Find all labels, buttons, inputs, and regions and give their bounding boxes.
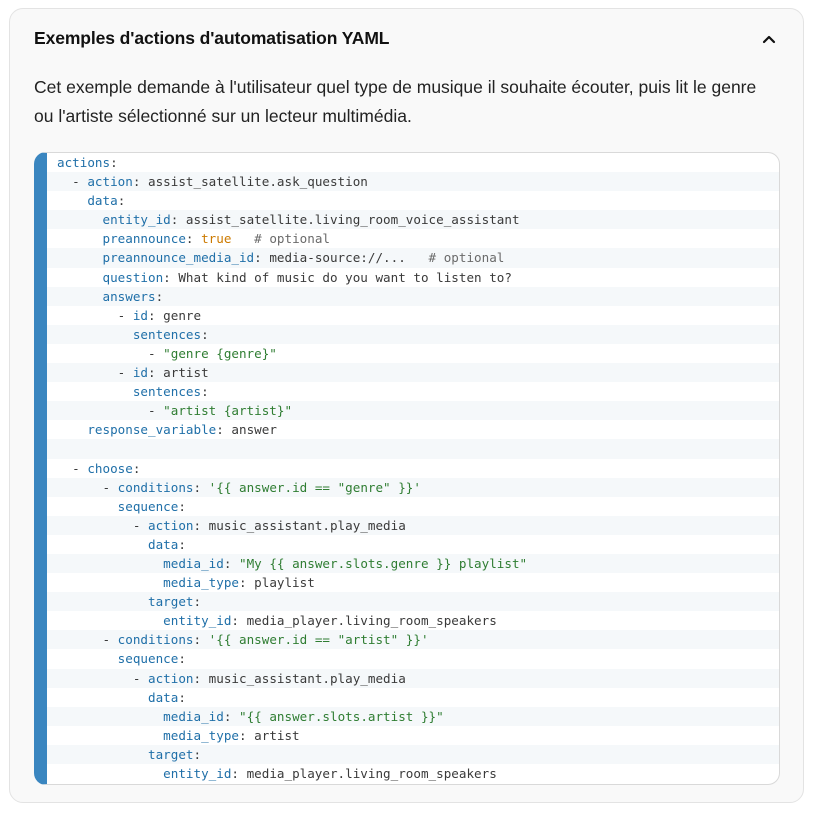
code-token: sequence [117, 651, 179, 667]
code-token [57, 289, 103, 304]
code-token: media_type [163, 575, 239, 591]
code-line [47, 726, 779, 745]
code-token [57, 594, 148, 609]
code-line [47, 287, 779, 306]
code-token [57, 613, 163, 628]
code-token: : [178, 498, 186, 514]
code-token: : [132, 460, 141, 476]
code-token: : [201, 326, 209, 342]
code-token: sequence [117, 498, 179, 514]
code-token: conditions [117, 479, 194, 495]
code-line [47, 707, 779, 726]
code-line [47, 554, 779, 573]
code-token: answers [102, 288, 156, 304]
yaml-examples-card [9, 8, 804, 803]
code-token: preannounce_media_id [102, 250, 255, 266]
code-token: action [148, 517, 194, 533]
chevron-up-icon[interactable] [761, 31, 777, 47]
code-token: - [57, 632, 118, 648]
code-token: : [193, 632, 209, 648]
code-token [57, 270, 103, 285]
code-line [47, 516, 779, 535]
code-token: : [117, 193, 126, 209]
code-token [57, 556, 163, 571]
code-token: sentences [132, 384, 202, 400]
code-line [47, 382, 779, 401]
code-token: : [193, 594, 202, 610]
code-token: - [57, 479, 118, 495]
code-token: : media_player.living_room_speakers [231, 613, 497, 629]
code-token: - [57, 670, 148, 686]
code-token: : [178, 536, 186, 552]
code-token: choose [87, 460, 133, 476]
code-token: : [193, 746, 202, 762]
code-token [57, 212, 103, 227]
code-line [47, 268, 779, 287]
code-token [57, 575, 163, 590]
code-token: action [148, 670, 194, 686]
code-token [57, 709, 163, 724]
code-token: : [223, 555, 239, 571]
section-description: Cet exemple demande à l'utilisateur quel type de musique il souhaite écouter, puis lit le genre ou l'artiste sélectionné sur un lecteur multimédia. [34, 77, 757, 126]
code-line [47, 325, 779, 344]
code-line [47, 344, 779, 363]
code-line [47, 745, 779, 764]
code-token [57, 384, 133, 399]
code-token: # optional [428, 250, 505, 266]
code-line [47, 630, 779, 649]
code-line [47, 172, 779, 191]
code-token [57, 537, 148, 552]
code-line [47, 401, 779, 420]
section-title: Exemples d'actions d'automatisation YAML [34, 28, 390, 48]
code-line [47, 764, 779, 783]
code-token: : assist_satellite.ask_question [132, 174, 368, 190]
code-token: : [193, 479, 209, 495]
code-token: entity_id [163, 766, 232, 781]
code-token: media_id [163, 555, 224, 571]
code-token [57, 441, 65, 456]
code-token: : assist_satellite.living_room_voice_assistant [170, 212, 520, 228]
code-line [47, 306, 779, 325]
code-token: data [148, 689, 179, 705]
code-token: sentences [132, 326, 202, 342]
code-block[interactable] [34, 152, 780, 785]
code-token: : [178, 689, 186, 705]
code-token [57, 747, 148, 762]
code-line [47, 573, 779, 592]
code-token: preannounce [102, 231, 186, 247]
code-token: data [148, 536, 179, 552]
code-token: '{{ answer.id == "artist" }}' [208, 632, 429, 648]
code-line [47, 459, 779, 478]
section-header-toggle[interactable] [10, 9, 803, 71]
code-token: : artist [238, 727, 300, 743]
code-line [47, 439, 779, 458]
code-token [57, 766, 163, 781]
code-line [47, 669, 779, 688]
code-token [57, 327, 133, 342]
code-line [47, 363, 779, 382]
code-token: : [185, 231, 202, 247]
code-token: "genre {genre}" [163, 345, 277, 361]
code-line [47, 420, 779, 439]
code-token: true [201, 231, 232, 247]
code-line [47, 153, 779, 172]
code-token: : media-source://... [254, 250, 429, 266]
code-token: actions [57, 155, 111, 170]
code-token [57, 651, 118, 666]
code-token: response_variable [87, 422, 217, 438]
code-token [57, 422, 87, 437]
code-token [57, 690, 148, 705]
code-token: action [87, 174, 133, 190]
code-token: media_id [163, 708, 224, 724]
code-token: target [148, 594, 194, 610]
code-line [47, 191, 779, 210]
code-token: id [132, 365, 148, 381]
code-token: : [223, 708, 239, 724]
code-token: - [57, 460, 88, 476]
code-token: conditions [117, 632, 194, 648]
code-token: # optional [254, 231, 330, 247]
code-token: target [148, 746, 194, 762]
code-token: : answer [216, 422, 277, 438]
code-token: '{{ answer.id == "genre" }}' [208, 479, 421, 495]
code-token: - [57, 365, 133, 381]
code-lines [47, 153, 779, 783]
code-token: "My {{ answer.slots.genre }} playlist" [239, 555, 528, 571]
code-token: : [155, 288, 164, 304]
code-token: : media_player.living_room_speakers [231, 766, 497, 781]
code-token: : playlist [238, 575, 315, 591]
code-line [47, 688, 779, 707]
code-token: media_type [163, 727, 239, 743]
code-token: entity_id [163, 613, 232, 629]
code-line [47, 611, 779, 630]
code-line [47, 248, 779, 267]
code-line [47, 229, 779, 248]
code-token: entity_id [102, 212, 171, 228]
code-token: "artist {artist}" [163, 403, 293, 419]
code-token [231, 231, 254, 246]
code-token: "{{ answer.slots.artist }}" [239, 708, 444, 724]
code-token: data [87, 193, 118, 209]
code-line [47, 592, 779, 611]
code-token: : What kind of music do you want to listen to? [163, 269, 512, 285]
code-line [47, 535, 779, 554]
code-token: : [178, 651, 186, 667]
code-token [57, 231, 103, 246]
code-token: question [102, 269, 164, 285]
code-token: id [132, 307, 148, 323]
code-token: - [57, 307, 133, 323]
code-line [47, 210, 779, 229]
code-token: : [201, 384, 209, 400]
code-line [47, 497, 779, 516]
code-token: - [57, 517, 148, 533]
code-token [57, 250, 103, 265]
code-token [57, 499, 118, 514]
code-token: - [57, 403, 164, 419]
code-token: : genre [148, 307, 202, 323]
code-token: : music_assistant.play_media [193, 517, 406, 533]
code-token [57, 728, 163, 743]
code-token: : music_assistant.play_media [193, 670, 406, 686]
code-line [47, 649, 779, 668]
code-token: - [57, 345, 164, 361]
code-line [47, 478, 779, 497]
code-token [57, 193, 87, 208]
code-token: : [110, 155, 118, 170]
code-token: : artist [148, 365, 209, 381]
code-token: - [57, 174, 88, 190]
